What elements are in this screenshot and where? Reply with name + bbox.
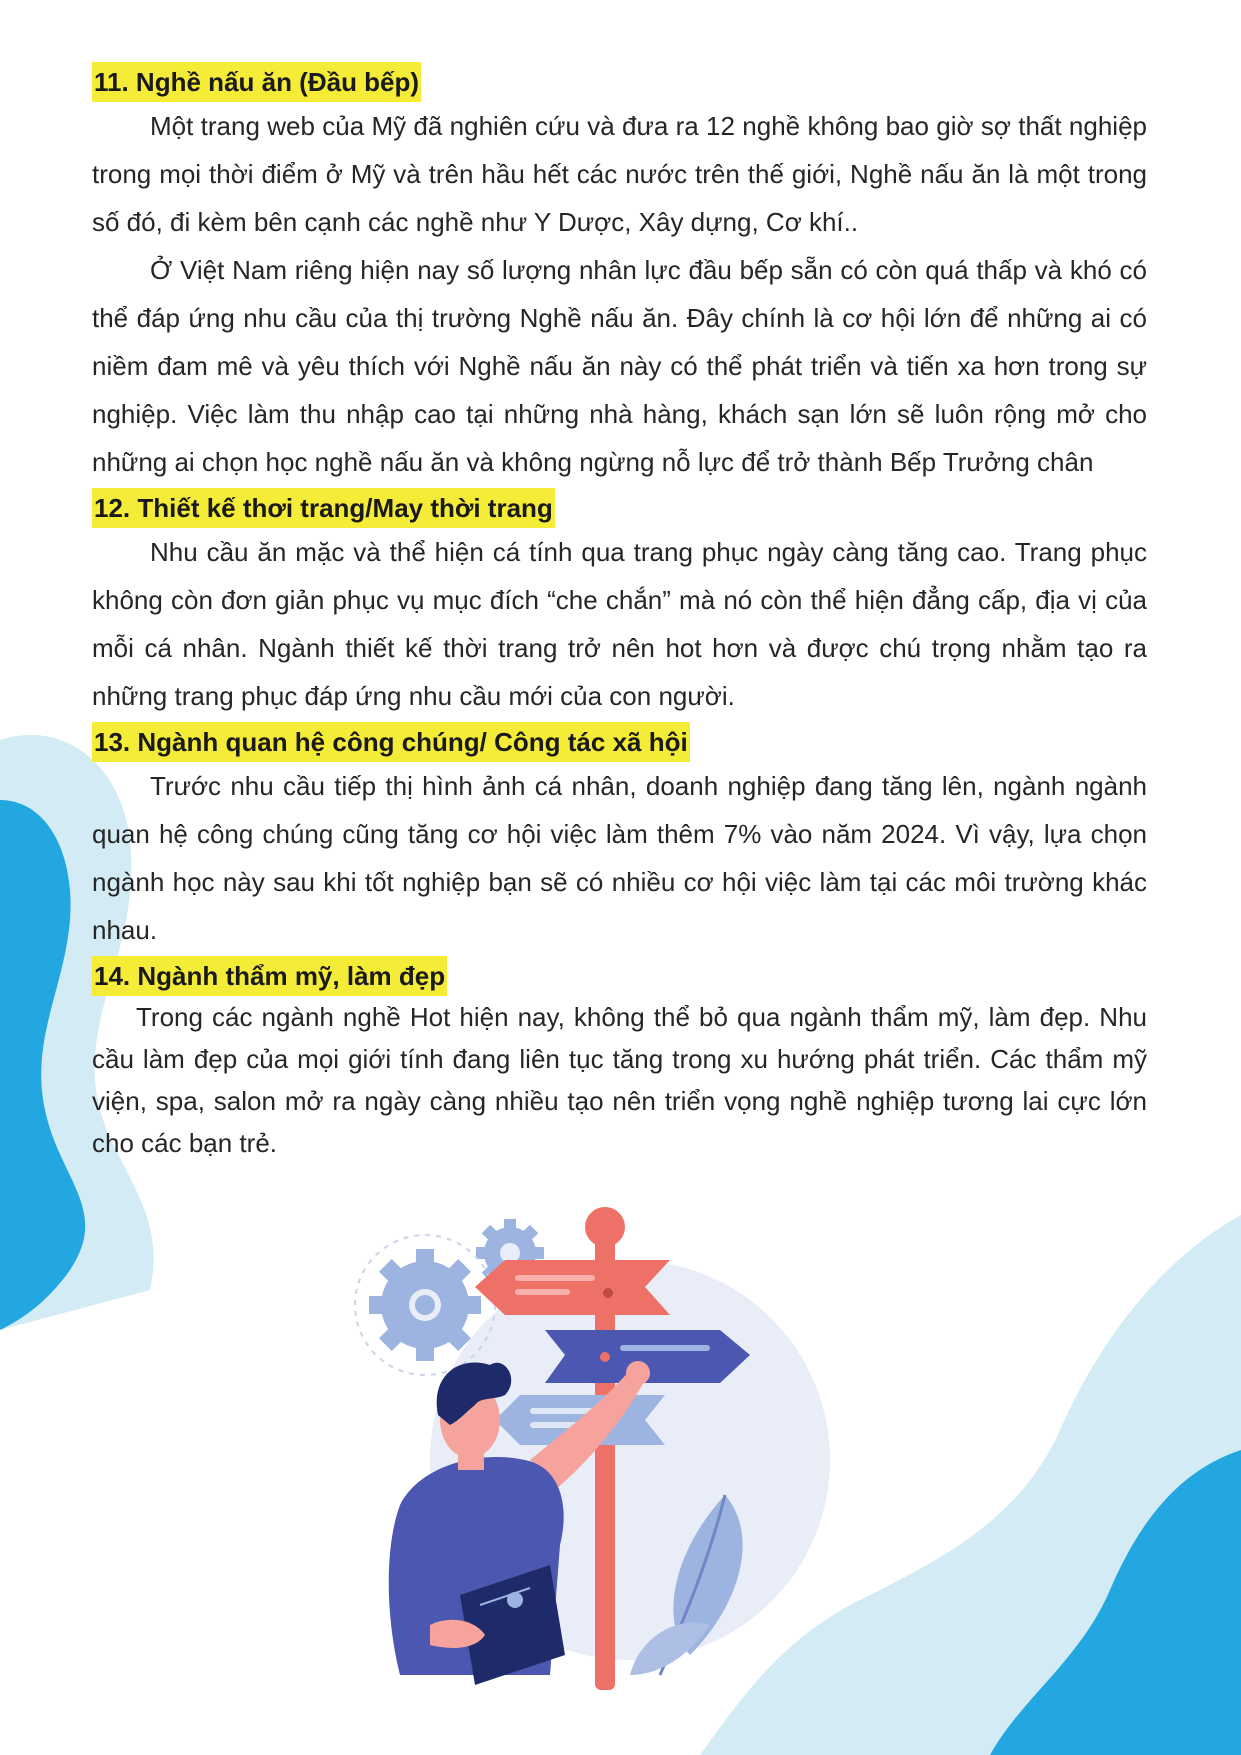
section-heading: 14. Ngành thẩm mỹ, làm đẹp [92, 956, 447, 996]
section-heading: 12. Thiết kế thơi trang/May thời trang [92, 488, 555, 528]
section-12 [92, 488, 1147, 720]
signpost-top [585, 1207, 625, 1247]
section-13 [92, 722, 1147, 954]
section-14 [92, 956, 1147, 1164]
gear-icon [369, 1249, 481, 1361]
person-pointing-at-signpost-illustration [330, 1205, 850, 1695]
red-sign [475, 1260, 670, 1315]
section-heading: 11. Nghề nấu ăn (Đầu bếp) [92, 62, 421, 102]
paragraph: Nhu cầu ăn mặc và thể hiện cá tính qua trang phục ngày càng tăng cao. Trang phục không còn đơn giản phục vụ mục đích “che chắn” mà nó còn thể hiện đẳng cấp, địa vị của mỗi cá nhân. Ngành thiết kế thời trang trở nên hot hơn và được chú trọng nhằm tạo ra những trang phục đáp ứng nhu cầu mới của con người. [92, 537, 1147, 711]
section-heading: 13. Ngành quan hệ công chúng/ Công tác xã hội [92, 722, 690, 762]
paragraph: Ở Việt Nam riêng hiện nay số lượng nhân lực đầu bếp sẵn có còn quá thấp và khó có thể đáp ứng nhu cầu của thị trường Nghề nấu ăn. Đây chính là cơ hội lớn để những ai có niềm đam mê và yêu thích với Nghề nấu ăn này có thể phát triển và tiến xa hơn trong sự nghiệp. Việc làm thu nhập cao tại những nhà hàng, khách sạn lớn sẽ luôn rộng mở cho những ai chọn học nghề nấu ăn và không ngừng nỗ lực để trở thành Bếp Trưởng chân [92, 255, 1147, 477]
document-body [92, 62, 1147, 1164]
paragraph: Trong các ngành nghề Hot hiện nay, không thể bỏ qua ngành thẩm mỹ, làm đẹp. Nhu cầu làm đẹp của mọi giới tính đang liên tục tăng trong xu hướng phát triển. Các thẩm mỹ viện, spa, salon mở ra ngày càng nhiều tạo nên triển vọng nghề nghiệp tương lai cực lớn cho các bạn trẻ. [92, 1002, 1147, 1158]
paragraph: Một trang web của Mỹ đã nghiên cứu và đưa ra 12 nghề không bao giờ sợ thất nghiệp trong mọi thời điểm ở Mỹ và trên hầu hết các nước trên thế giới, Nghề nấu ăn là một trong số đó, đi kèm bên cạnh các nghề như Y Dược, Xây dựng, Cơ khí.. [92, 111, 1147, 237]
paragraph: Trước nhu cầu tiếp thị hình ảnh cá nhân, doanh nghiệp đang tăng lên, ngành ngành quan hệ công chúng cũng tăng cơ hội việc làm thêm 7% vào năm 2024. Vì vậy, lựa chọn ngành học này sau khi tốt nghiệp bạn sẽ có nhiều cơ hội việc làm tại các môi trường khác nhau. [92, 771, 1147, 945]
section-11 [92, 62, 1147, 486]
